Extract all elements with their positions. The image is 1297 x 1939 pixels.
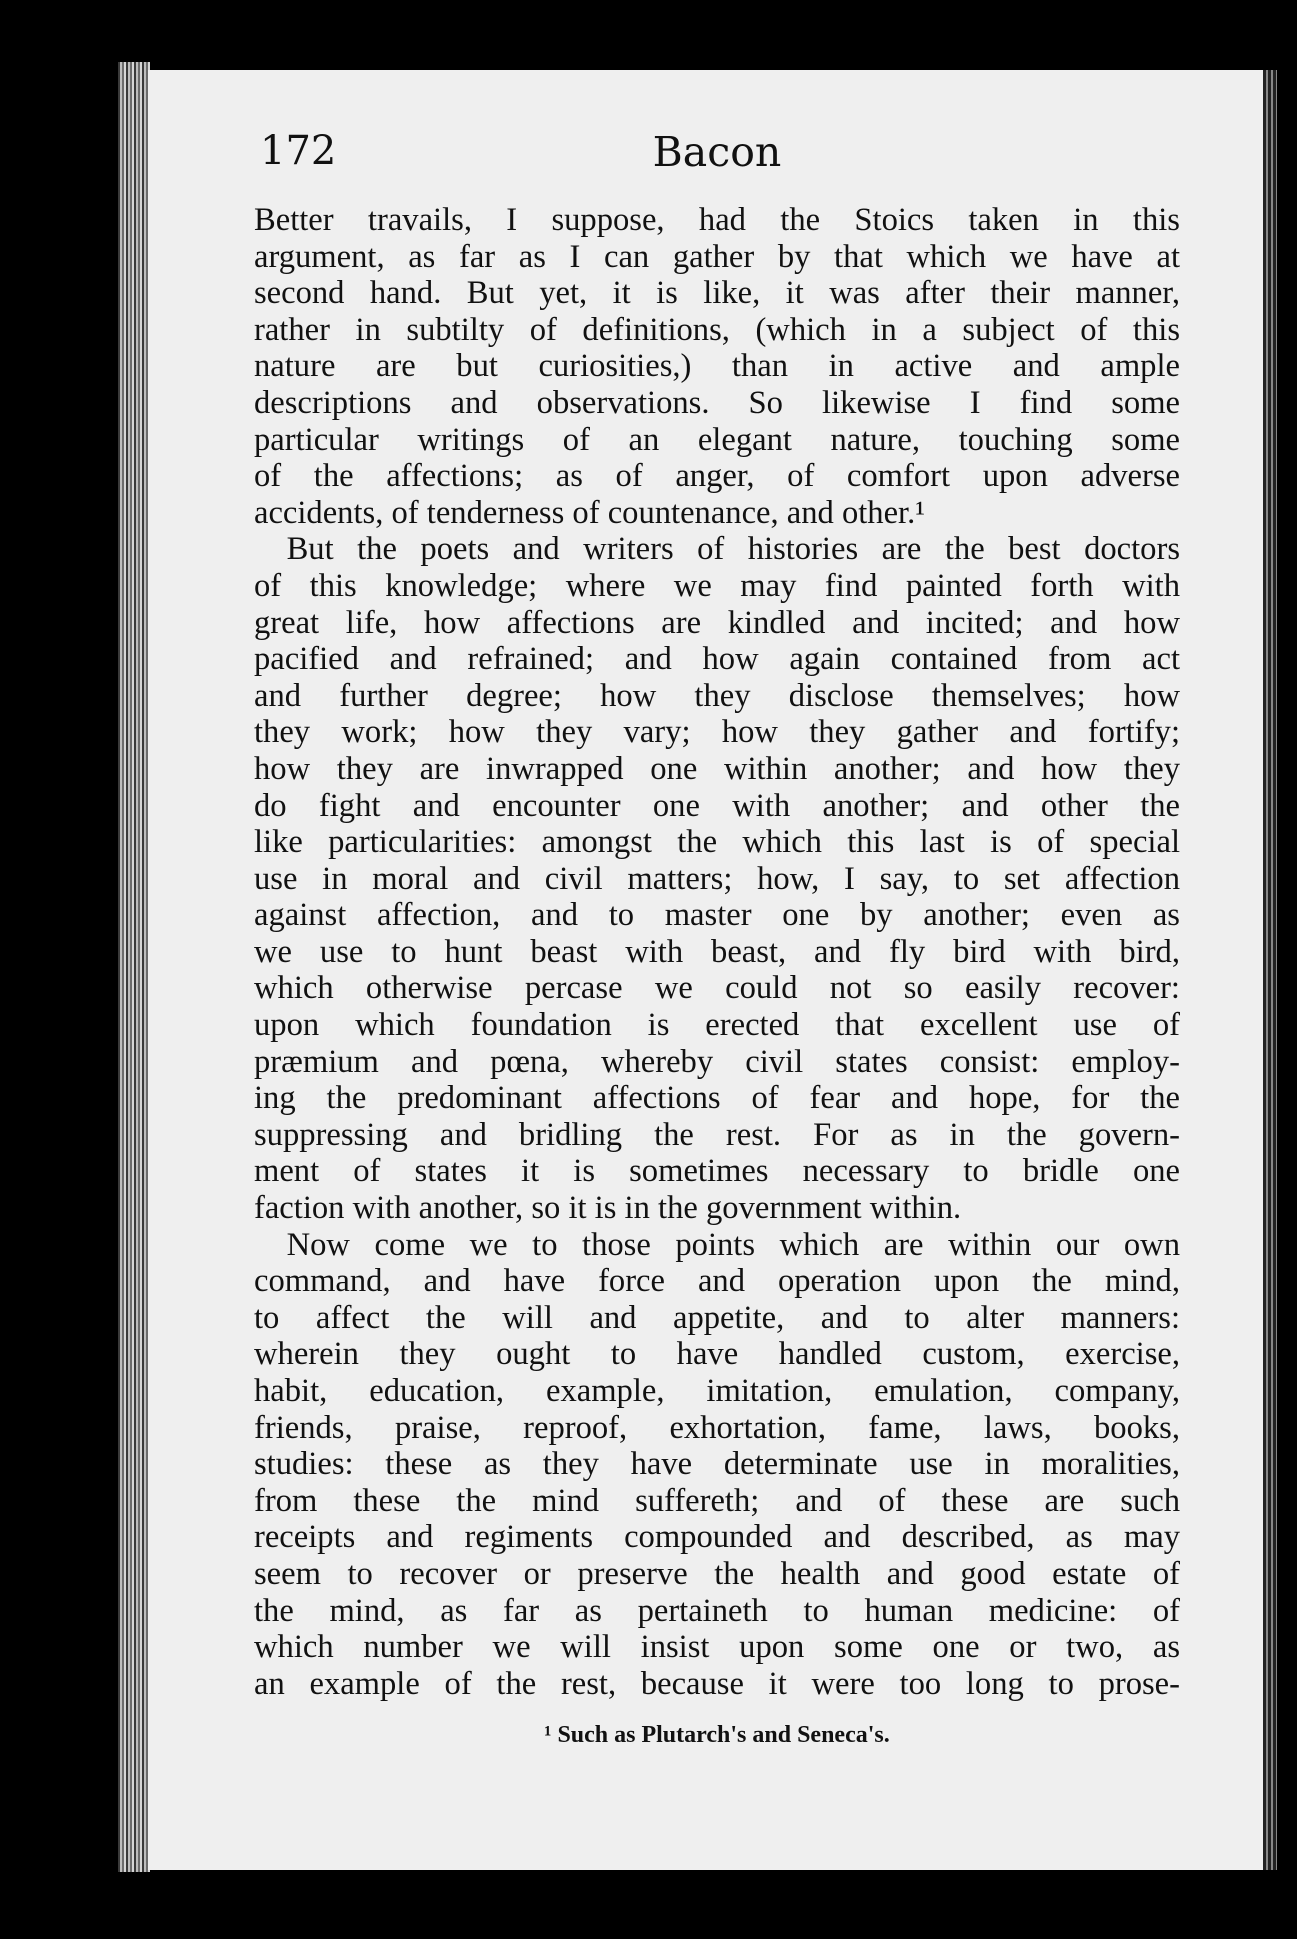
page-stack-edge — [1263, 70, 1277, 1870]
text-line: wherein they ought to have handled custom, exercise, — [254, 1336, 1180, 1373]
text-line: great life, how affections are kindled and incited; and how — [254, 604, 1180, 641]
text-line: accidents, of tenderness of countenance, and other.¹ — [254, 494, 926, 531]
text-line: which number we will insist upon some one or two, as — [254, 1629, 1180, 1666]
page-header — [254, 128, 1180, 188]
text-line: studies: these as they have determinate use in moralities, — [254, 1446, 1180, 1483]
text-line: use in moral and civil matters; how, I say, to set affection — [254, 860, 1180, 897]
text-line: rather in subtilty of definitions, (which in a subject of this — [254, 311, 1180, 348]
body-text — [254, 202, 1180, 1702]
text-line: against affection, and to master one by another; even as — [254, 897, 1180, 934]
text-line: But the poets and writers of histories are the best doctors — [254, 531, 1180, 568]
page-number: 172 — [260, 128, 337, 174]
text-line: ing the predominant affections of fear and hope, for the — [254, 1080, 1180, 1117]
text-line: the mind, as far as pertaineth to human medicine: of — [254, 1592, 1180, 1629]
text-line: pacified and refrained; and how again contained from act — [254, 641, 1180, 678]
text-line: and further degree; how they disclose themselves; how — [254, 677, 1180, 714]
text-line: an example of the rest, because it were too long to prose- — [254, 1665, 1180, 1702]
text-line: do fight and encounter one with another; and other the — [254, 787, 1180, 824]
text-line: like particularities: amongst the which this last is of special — [254, 824, 1180, 861]
text-line: which otherwise percase we could not so easily recover: — [254, 970, 1180, 1007]
text-line: Better travails, I suppose, had the Stoics taken in this — [254, 202, 1180, 238]
text-line: we use to hunt beast with beast, and fly bird with bird, — [254, 933, 1180, 970]
text-line: of this knowledge; where we may find painted forth with — [254, 567, 1180, 604]
text-line: they work; how they vary; how they gather and fortify; — [254, 714, 1180, 751]
book-spine-edge — [118, 62, 150, 1872]
text-line: command, and have force and operation upon the mind, — [254, 1263, 1180, 1300]
text-line: how they are inwrapped one within another; and how they — [254, 750, 1180, 787]
text-line: ment of states it is sometimes necessary to bridle one — [254, 1153, 1180, 1190]
footnote: ¹ Such as Plutarch's and Seneca's. — [544, 1722, 890, 1748]
text-line: to affect the will and appetite, and to alter manners: — [254, 1299, 1180, 1336]
text-line: descriptions and observations. So likewise I find some — [254, 384, 1180, 421]
running-head: Bacon — [652, 128, 782, 176]
text-line: second hand. But yet, it is like, it was after their manner, — [254, 275, 1180, 312]
text-line: friends, praise, reproof, exhortation, fame, laws, books, — [254, 1409, 1180, 1446]
text-line: upon which foundation is erected that excellent use of — [254, 1007, 1180, 1044]
text-line: præmium and pœna, whereby civil states consist: employ- — [254, 1043, 1180, 1080]
text-line: Now come we to those points which are within our own — [254, 1226, 1180, 1263]
text-line: nature are but curiosities,) than in active and ample — [254, 348, 1180, 385]
text-line: receipts and regiments compounded and described, as may — [254, 1519, 1180, 1556]
text-line: suppressing and bridling the rest. For as in the govern- — [254, 1116, 1180, 1153]
text-line: argument, as far as I can gather by that which we have at — [254, 238, 1180, 275]
text-line: seem to recover or preserve the health and good estate of — [254, 1555, 1180, 1592]
text-line: from these the mind suffereth; and of these are such — [254, 1482, 1180, 1519]
text-line: of the affections; as of anger, of comfort upon adverse — [254, 458, 1180, 495]
text-line: faction with another, so it is in the government within. — [254, 1190, 962, 1227]
text-line: habit, education, example, imitation, emulation, company, — [254, 1373, 1180, 1409]
text-line: particular writings of an elegant nature, touching some — [254, 421, 1180, 458]
